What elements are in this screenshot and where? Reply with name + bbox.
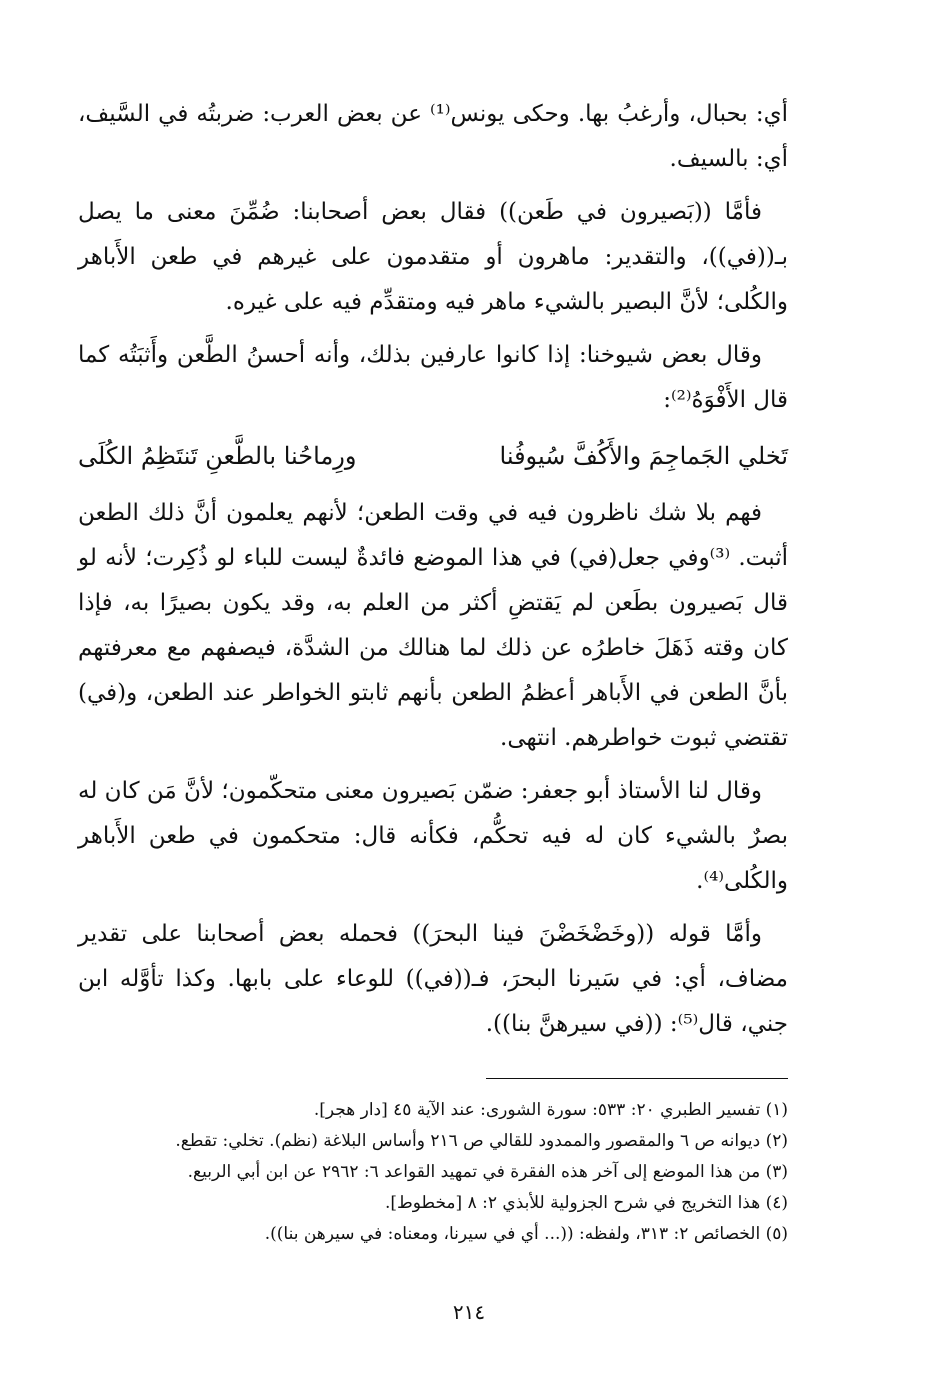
paragraph-3: وقال بعض شيوخنا: إذا كانوا عارفين بذلك، وأنه أحسنُ الطَّعن وأَثبَتُه كما قال الأَفْوَهُ⁽²⁾:	[78, 342, 788, 413]
footnote-5: (٥) الخصائص ٢: ٣١٣، ولفظه: ((... أي في سيرنا، ومعناه: في سيرهن بنا)).	[264, 1224, 788, 1244]
paragraph-1: أي: بحبال، وأرغبُ بها. وحكى يونس⁽¹⁾ عن بعض العرب: ضربتُه في السَّيف، أي: بالسيف.	[78, 101, 788, 172]
paragraph-6: وأمَّا قوله ((وخَضْخَضْنَ فينا البحرَ)) فحمله بعض أصحابنا على تقدير مضاف، أي: في سَيرنا البحرَ، فـ((في)) للوعاء على بابها. وكذا تأوَّله ابن جني، قال⁽⁵⁾: ((في سيرهنَّ بنا)).	[78, 921, 788, 1037]
footnote-3: (٣) من هذا الموضع إلى آخر هذه الفقرة في تمهيد القواعد ٦: ٢٩٦٢ عن ابن أبي الربيع.	[187, 1162, 788, 1182]
footnote-4: (٤) هذا التخريج في شرح الجزولية للأبذي ٢: ٨ [مخطوط].	[384, 1193, 788, 1213]
footnote-1: (١) تفسير الطبري ٢٠: ٥٣٣: سورة الشورى: عند الآية ٤٥ [دار هجر].	[313, 1100, 788, 1120]
verse-second-hemistich: ورِماحُنا بالطَّعنِ تَنتَظِمُ الكُلَى	[78, 442, 357, 470]
paragraph-5: وقال لنا الأستاذ أبو جعفر: ضمّن بَصيرون معنى متحكّمون؛ لأنَّ مَن كان له بصرٌ بالشيء كان له فيه تحكُّم، فكأنه قال: متحكمون في طعن الأَباهر والكُلى⁽⁴⁾.	[78, 778, 788, 894]
verse-first-hemistich: تَخلي الجَماجِمَ والأَكُفَّ سُيوفُنا	[499, 442, 788, 470]
footnotes	[78, 1095, 788, 1250]
paragraph-2: فأمَّا ((بَصيرون في طَعن)) فقال بعض أصحابنا: ضُمِّنَ معنى ما يصل بـ((في))، والتقدير: ماهرون أو متقدمون على غيرهم في طعن الأَباهر والكُلى؛ لأنَّ البصير بالشيء ماهر فيه ومتقدِّم فيه على غيره.	[78, 199, 788, 315]
footnote-2: (٢) ديوانه ص ٦ والمقصور والممدود للقالي ص ٢١٦ وأساس البلاغة (نظم). تخلي: تقطع.	[175, 1131, 788, 1151]
footnote-separator	[486, 1078, 788, 1079]
poetry-verse	[78, 431, 788, 481]
paragraph-4: فهم بلا شك ناظرون فيه في وقت الطعن؛ لأنهم يعلمون أنَّ ذلك الطعن أثبت. ⁽³⁾وفي جعل(في) في هذا الموضع فائدةٌ ليست للباء لو ذُكِرت؛ لأنه لو قال بَصيرون بطَعن لم يَقتضِ أكثر من العلم به، وقد يكون بصيرًا به، فإذا كان وقته ذَهَلَ خاطرُه عن ذلك لما هنالك من الشدَّة، فيصفهم مع معرفتهم بأنَّ الطعن في الأَباهر أعظمُ الطعن بأنهم ثابتو الخواطر عند الطعن، و(في) تقتضي ثبوت خواطرهم. انتهى.	[78, 500, 788, 751]
page-number: ٢١٤	[452, 1300, 486, 1324]
main-text	[78, 92, 788, 1055]
